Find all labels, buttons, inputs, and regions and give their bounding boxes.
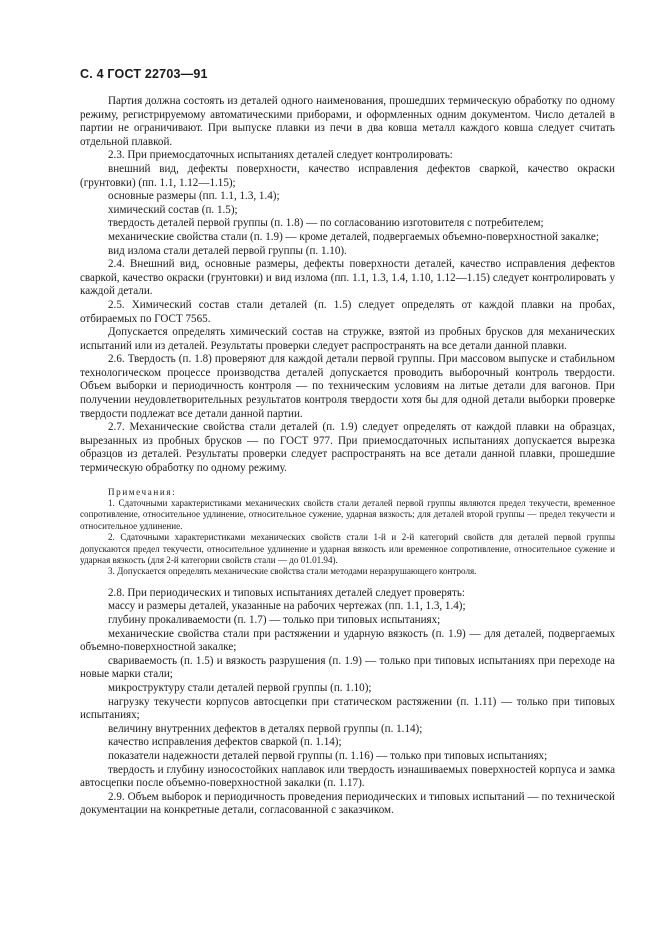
- clause-2-9: 2.9. Объем выборок и периодичность проведения периодических и типовых испытаний — по технической документации на конкретные детали, согласованной с заказчиком.: [80, 790, 615, 817]
- clause-2-8-item: массу и размеры деталей, указанные на рабочих чертежах (пп. 1.1, 1.3, 1.4);: [108, 600, 466, 613]
- clause-2-8-item: качество исправления дефектов сваркой (п. 1.14);: [108, 736, 342, 749]
- clause-2-3-item-2: основные размеры (пп. 1.1, 1.3, 1.4);: [108, 190, 280, 203]
- clause-2-3-item-3: химический состав (п. 1.5);: [108, 203, 238, 216]
- note-item: 1. Сдаточными характеристиками механических свойств стали деталей первой группы являются предел текучести, временное сопротивление, относительное удлинение, относительное сужение, ударная вязкость; для деталей второй группы — предел текучести и относительное удлинение.: [80, 498, 615, 531]
- clause-2-8-item: нагрузку текучести корпусов автосцепки при статическом растяжении (п. 1.11) — только при типовых испытаниях;: [80, 695, 615, 722]
- clause-2-8-item: величину внутренних дефектов в деталях первой группы (п. 1.14);: [108, 722, 423, 735]
- notes-title: Примечания:: [108, 486, 177, 497]
- page-header: С. 4 ГОСТ 22703—91: [80, 67, 208, 81]
- clause-2-8: 2.8. При периодических и типовых испытаниях деталей следует проверять:: [108, 586, 465, 599]
- clause-2-8-item: свариваемость (п. 1.5) и вязкость разрушения (п. 1.9) — только при типовых испытаниях при переходе на новые марки стали;: [80, 654, 615, 681]
- clause-2-8-item: твердость и глубину износостойких наплавок или твердость изнашиваемых поверхностей корпуса и замка автосцепки после объемно-поверхностной закалки (п. 1.17).: [80, 763, 615, 790]
- clause-2-3-item-5: механические свойства стали (п. 1.9) — кроме деталей, подвергаемых объемно-поверхностной закалке;: [108, 230, 599, 243]
- notes-block: [80, 487, 615, 578]
- clause-2-6: 2.6. Твердость (п. 1.8) проверяют для каждой детали первой группы. При массовом выпуске и стабильном технологическом процессе производства деталей допускается проводить выборочный контроль твердости. Объем выборки и периодичность контроля — по техническим условиям на литые детали для вагонов. При получении неудовлетворительных результатов контроля твердости хотя бы для одной детали выборки проверке твердости подлежат все детали данной партии.: [80, 353, 615, 420]
- document-body: [80, 95, 615, 818]
- clause-2-8-item: глубину прокаливаемости (п. 1.7) — только при типовых испытаниях;: [108, 614, 441, 627]
- clause-2-5: 2.5. Химический состав стали деталей (п. 1.5) следует определять от каждой плавки на пробах, отбираемых по ГОСТ 7565.: [80, 298, 615, 325]
- note-item: 3. Допускается определять механические свойства стали методами неразрушающего контроля.: [108, 566, 477, 577]
- note-item: 2. Сдаточными характеристиками механических свойств стали 1-й и 2-й категорий свойств для деталей первой группы допускаются предел текучести, относительное удлинение и ударная вязкость или временное сопротивление, относительное сужение и ударная вязкость (для 2-й категории свойств стали — до 01.01.94).: [80, 532, 615, 566]
- clause-2-3-item-6: вид излома стали деталей первой группы (п. 1.10).: [108, 244, 347, 257]
- clause-2-3: 2.3. При приемосдаточных испытаниях деталей следует контролировать:: [108, 149, 453, 162]
- clause-2-4: 2.4. Внешний вид, основные размеры, дефекты поверхности деталей, качество исправления дефектов сваркой, качество окраски (грунтовки) и вид излома (пп. 1.1, 1.3, 1.4, 1.10, 1.12—1.15) следует контролировать у каждой детали.: [80, 258, 615, 298]
- clause-2-8-item: механические свойства стали при растяжении и ударную вязкость (п. 1.9) — для деталей, подвергаемых объемно-поверхностной закалке;: [80, 627, 615, 654]
- section-periodic-tests: [80, 587, 615, 818]
- clause-2-8-item: микроструктуру стали деталей первой группы (п. 1.10);: [108, 682, 372, 695]
- clause-2-7: 2.7. Механические свойства стали деталей (п. 1.9) следует определять от каждой плавки на образцах, вырезанных из пробных брусков — по ГОСТ 977. При приемосдаточных испытаниях допускается вырезка образцов из деталей. Результаты проверки следует распространять на все детали данной плавки, прошедшие термическую обработку по одному режиму.: [80, 421, 615, 475]
- clause-2-3-item-1: внешний вид, дефекты поверхности, качество исправления дефектов сваркой, качество окраски (грунтовки) (пп. 1.1, 1.12—1.15);: [80, 162, 615, 189]
- clause-2-3-item-4: твердость деталей первой группы (п. 1.8) — по согласованию изготовителя с потребителем;: [108, 217, 544, 230]
- clause-2-5-note: Допускается определять химический состав на стружке, взятой из пробных брусков для механических испытаний или из деталей. Результаты проверки следует распространять на все детали данной плавки.: [80, 326, 615, 352]
- clause-2-8-item: показатели надежности деталей первой группы (п. 1.16) — только при типовых испытаниях;: [108, 750, 548, 762]
- paragraph-batch: Партия должна состоять из деталей одного наименования, прошедших термическую обработку по одному режиму, регистрируемому автоматическими приборами, и оформленных одним документом. Число деталей в партии не ограничивают. При выпуске плавки из печи в два ковша металл каждого ковша следует считать отдельной плавкой.: [80, 95, 615, 148]
